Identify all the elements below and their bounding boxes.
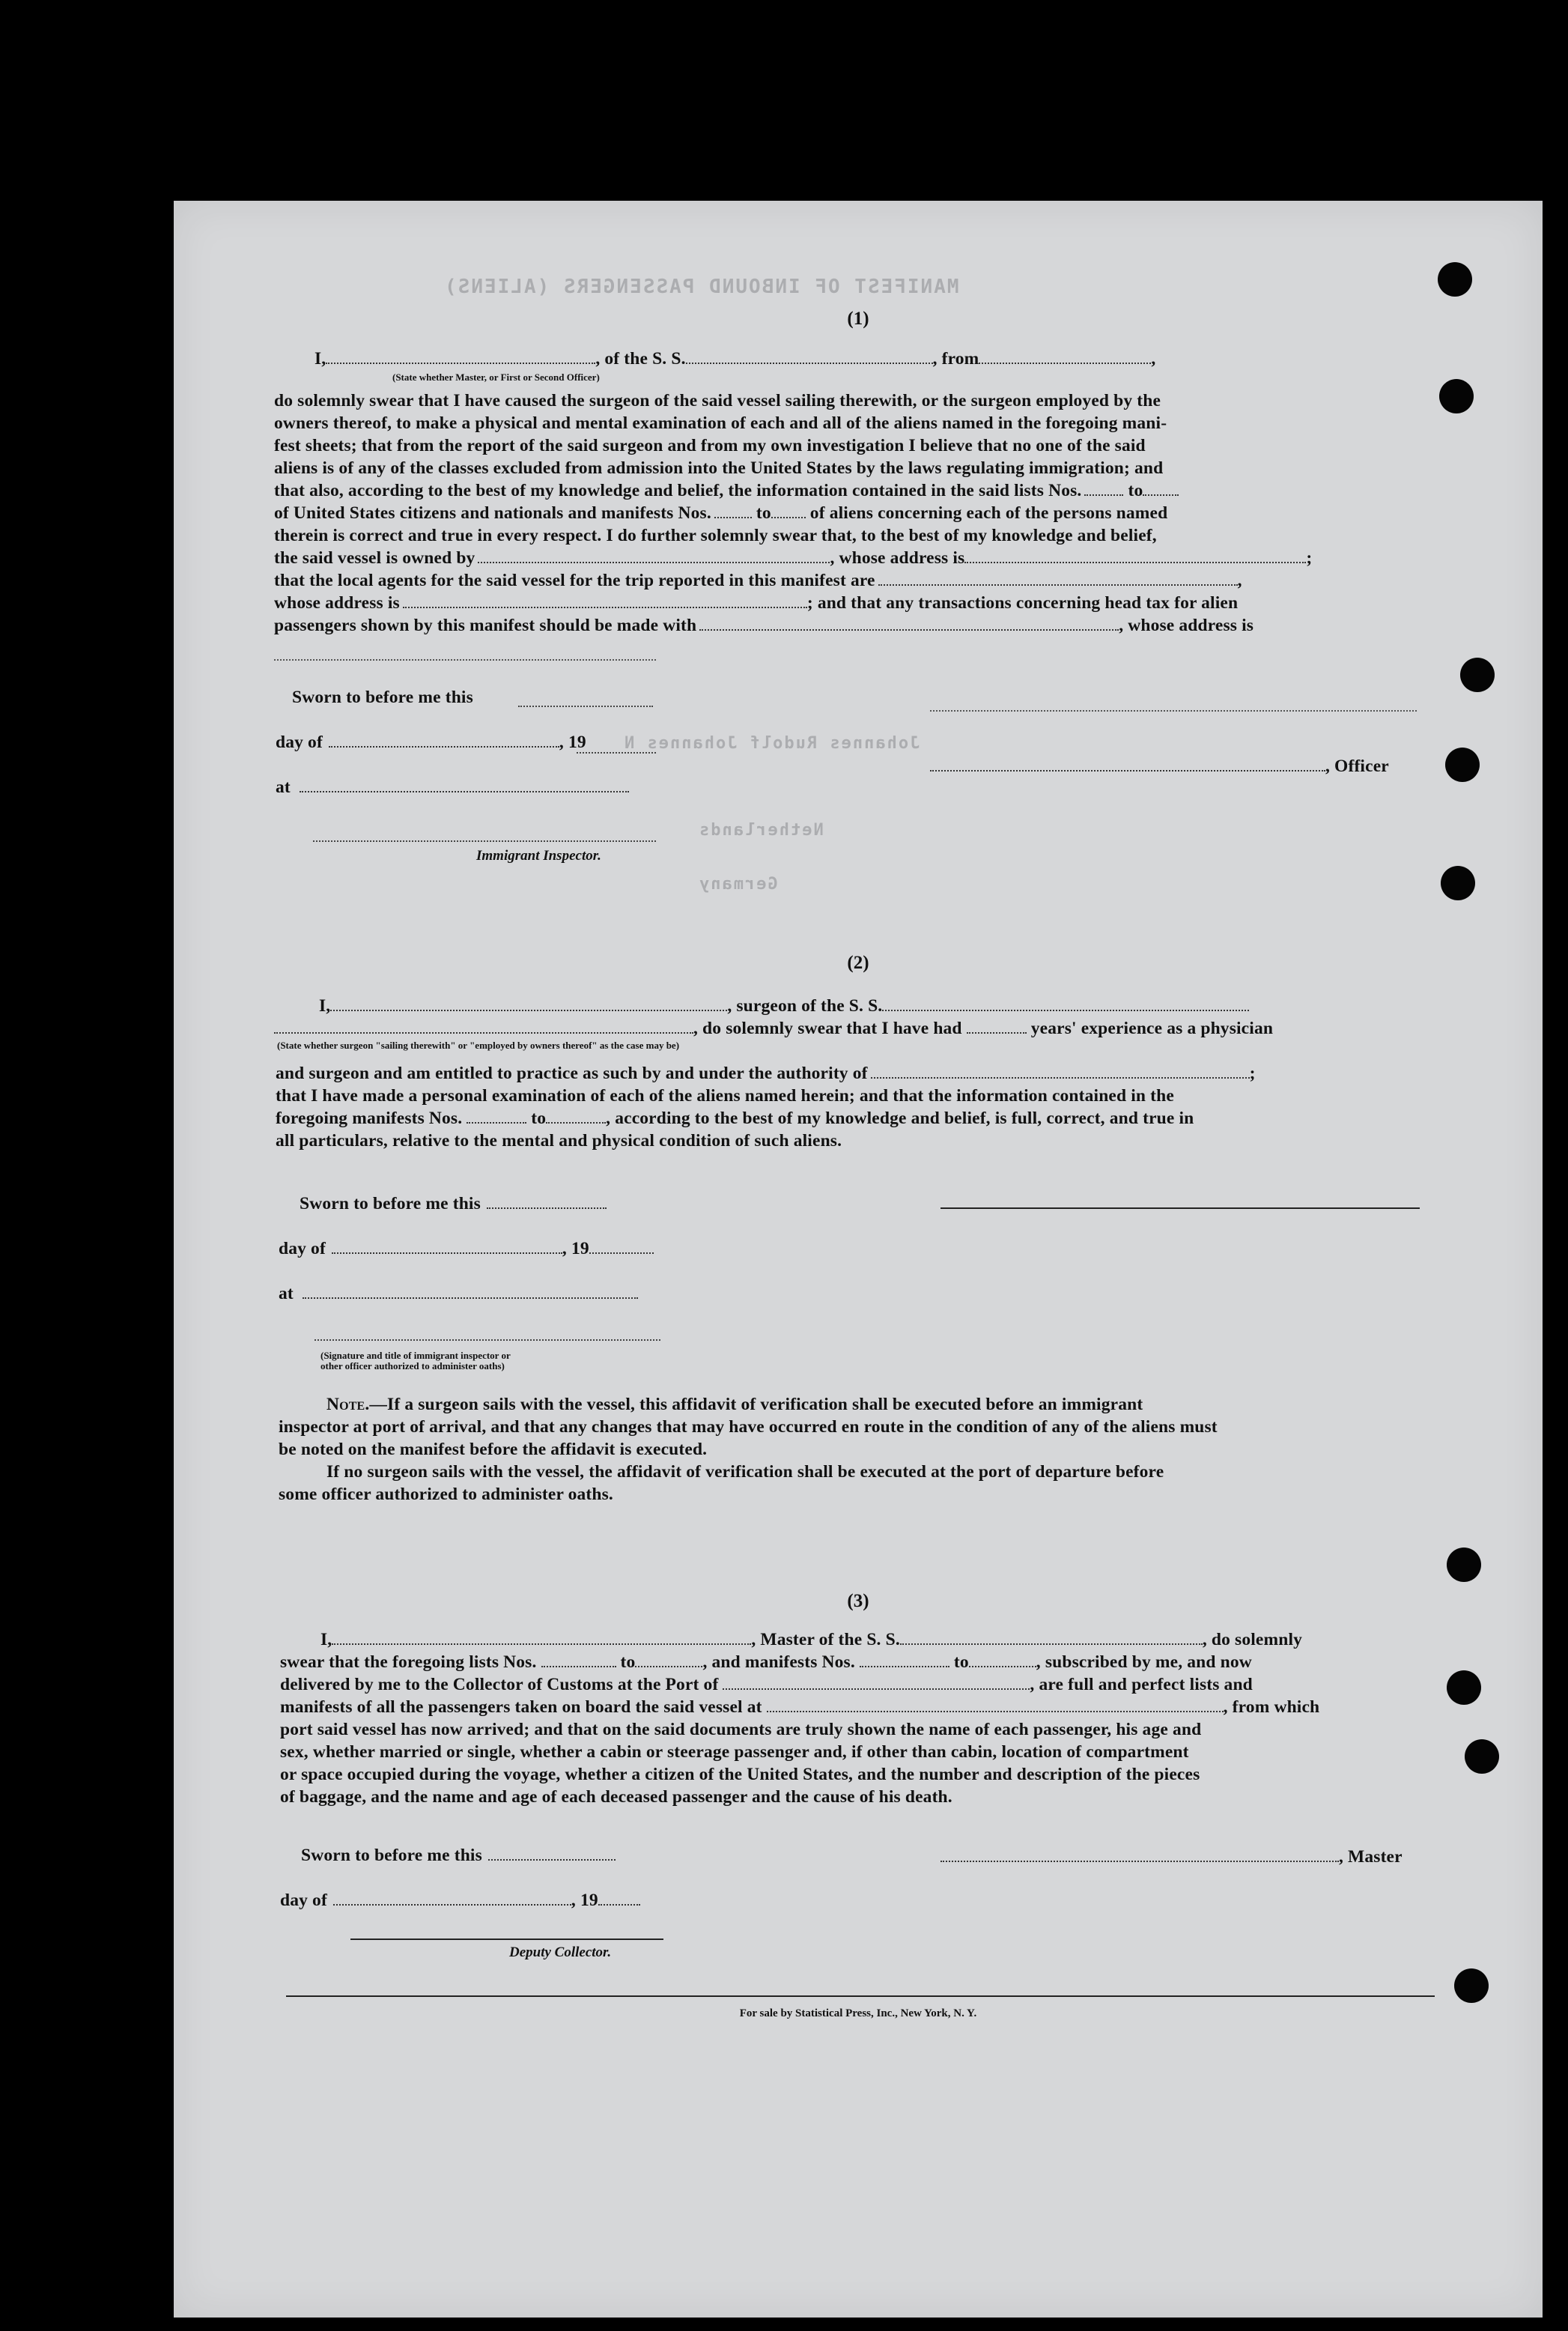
section-1-day-of: day of , 19 <box>276 733 586 752</box>
section-1-text: therein is correct and true in every respect. I do further solemnly swear that, to the best of my knowledge and belief, <box>274 526 1157 545</box>
section-1-text: do solemnly swear that I have caused the surgeon of the said vessel sailing therewith, or the surgeon employed by the <box>274 391 1161 410</box>
section-1-caption: (State whether Master, or First or Second Officer) <box>392 372 600 383</box>
section-3-day-of: day of , 19 <box>280 1889 640 1912</box>
binder-hole <box>1441 866 1475 900</box>
sworn-date-line <box>518 706 653 707</box>
section-1-number: (1) <box>847 309 869 329</box>
section-2-text: all particulars, relative to the mental and physical condition of such aliens. <box>276 1131 842 1151</box>
section-2-signer-caption: (Signature and title of immigrant inspector or <box>320 1350 511 1361</box>
section-1-text: the said vessel is owned by , whose address is ; <box>274 548 1313 568</box>
section-1-sworn: Sworn to before me this <box>292 688 473 707</box>
section-3-sworn: Sworn to before me this <box>301 1844 616 1867</box>
signature-line <box>930 710 1417 712</box>
section-2-text: foregoing manifests Nos. to , according to the best of my knowledge and belief, is full, correct, and true in <box>276 1109 1194 1128</box>
section-2-text: and surgeon and am entitled to practice as such by and under the authority of ; <box>276 1064 1256 1083</box>
section-2-note: inspector at port of arrival, and that any changes that may have occurred en route in the condition of any of the aliens must <box>279 1417 1218 1437</box>
section-3-line-3: delivered by me to the Collector of Customs at the Port of , are full and perfect lists and <box>280 1675 1253 1694</box>
section-1-day-underline <box>577 752 656 754</box>
section-3-text: of baggage, and the name and age of each deceased passenger and the cause of his death. <box>280 1787 952 1807</box>
section-2-caption: (State whether surgeon "sailing therewith" or "employed by owners thereof" as the case may be) <box>277 1040 680 1051</box>
binder-hole <box>1465 1739 1499 1774</box>
binder-hole <box>1439 379 1474 413</box>
section-1-text: whose address is ; and that any transactions concerning head tax for alien <box>274 593 1239 613</box>
section-1-text: owners thereof, to make a physical and mental examination of each and all of the aliens named in the foregoing mani- <box>274 413 1167 433</box>
signature-line <box>274 659 656 661</box>
section-2-note: If no surgeon sails with the vessel, the affidavit of verification shall be executed at the port of departure before <box>326 1462 1164 1482</box>
bleed-through-name: Johannes Rudolf Johannes N <box>623 734 920 753</box>
section-1-text: that the local agents for the said vessel for the trip reported in this manifest are , <box>274 571 1242 590</box>
bleed-through-country: Germany <box>698 875 778 894</box>
binder-hole <box>1447 1670 1481 1705</box>
section-2-note: Note.—If a surgeon sails with the vessel, this affidavit of verification shall be executed before an immigrant <box>326 1395 1143 1414</box>
section-1-text: of United States citizens and nationals and manifests Nos. to of aliens concerning each of the persons named <box>274 503 1168 523</box>
section-1-text: passengers shown by this manifest should be made with , whose address is <box>274 616 1254 635</box>
binder-hole <box>1438 262 1472 297</box>
document-page <box>174 201 1543 2318</box>
section-2-signer-caption: other officer authorized to administer oaths) <box>320 1360 505 1371</box>
section-3-number: (3) <box>847 1591 869 1611</box>
footer-rule <box>286 1995 1435 1997</box>
section-2-day-of: day of , 19 <box>279 1237 654 1260</box>
section-1-text: aliens is of any of the classes excluded from admission into the United States by the laws regulating immigration; and <box>274 458 1164 478</box>
section-2-note: be noted on the manifest before the affidavit is executed. <box>279 1440 708 1459</box>
inspector-signature-line <box>313 840 656 842</box>
section-2-line-1: I, , surgeon of the S. S. <box>319 995 1249 1017</box>
section-3-text: sex, whether married or single, whether a cabin or steerage passenger and, if other than cabin, location of compartment <box>280 1742 1189 1762</box>
section-3-line-2: swear that the foregoing lists Nos. to , and manifests Nos. to , subscribed by me, and now <box>280 1652 1252 1672</box>
printer-footer: For sale by Statistical Press, Inc., New York, N. Y. <box>739 2007 977 2019</box>
surgeon-signature-line <box>941 1207 1420 1209</box>
section-1-text: fest sheets; that from the report of the said surgeon and from my own investigation I believe that no one of the said <box>274 436 1146 455</box>
bleed-through-header: MANIFEST OF INBOUND PASSENGERS (ALIENS) <box>443 276 959 298</box>
section-3-text: or space occupied during the voyage, whether a citizen of the United States, and the number and description of the pieces <box>280 1765 1200 1784</box>
section-2-at: at <box>279 1282 638 1305</box>
binder-hole <box>1460 658 1495 692</box>
section-1-line-1: I, , of the S. S. , from , <box>314 349 1156 369</box>
binder-hole <box>1447 1548 1481 1582</box>
section-3-master: , Master <box>941 1846 1403 1868</box>
binder-hole <box>1454 1968 1489 2003</box>
collector-signature-line <box>350 1939 663 1940</box>
section-3-signer: Deputy Collector. <box>509 1944 612 1960</box>
section-2-line-2: , do solemnly swear that I have had years' experience as a physician <box>274 1017 1273 1040</box>
section-1-text: that also, according to the best of my knowledge and belief, the information contained in the said lists Nos. to <box>274 479 1179 502</box>
binder-hole <box>1445 748 1480 782</box>
section-1-at: at <box>276 776 629 798</box>
section-2-number: (2) <box>847 953 869 973</box>
section-2-note: some officer authorized to administer oaths. <box>279 1485 613 1504</box>
section-3-text: port said vessel has now arrived; and that on the said documents are truly shown the name of each passenger, his age and <box>280 1720 1202 1739</box>
section-2-sworn: Sworn to before me this <box>300 1192 607 1215</box>
section-3-line-4: manifests of all the passengers taken on board the said vessel at , from which <box>280 1697 1320 1717</box>
section-1-signer: Immigrant Inspector. <box>476 848 601 864</box>
section-3-line-1: I, , Master of the S. S. , do solemnly <box>320 1630 1303 1649</box>
inspector-signature-line <box>314 1339 660 1341</box>
bleed-through-country: Netherlands <box>698 821 824 840</box>
section-2-text: that I have made a personal examination of each of the aliens named herein; and that the information contained in the <box>276 1086 1174 1106</box>
section-1-officer: , Officer <box>930 755 1389 777</box>
